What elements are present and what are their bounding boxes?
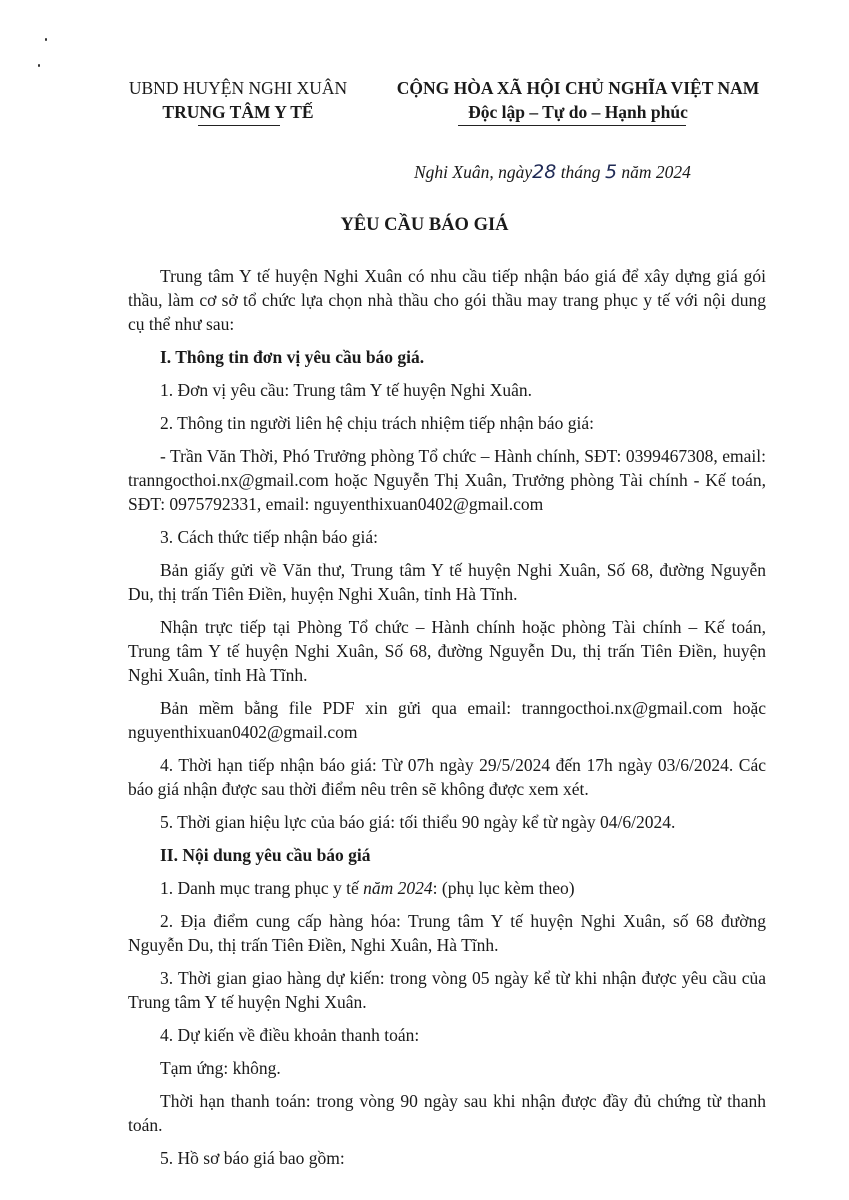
delivery-time: 3. Thời gian giao hàng dự kiến: trong vòng 05 ngày kể từ khi nhận được yêu cầu của Trung tâm Y tế huyện Nghi Xuân. bbox=[128, 968, 766, 1012]
motto-underline bbox=[458, 125, 686, 126]
receipt-paper: Bản giấy gửi về Văn thư, Trung tâm Y tế huyện Nghi Xuân, Số 68, đường Nguyễn Du, thị trấn Tiên Điền, huyện Nghi Xuân, tỉnh Hà Tĩnh. bbox=[128, 560, 766, 604]
requesting-unit: 1. Đơn vị yêu cầu: Trung tâm Y tế huyện Nghi Xuân. bbox=[160, 380, 533, 400]
document-body bbox=[128, 264, 766, 1179]
advance-payment: Tạm ứng: không. bbox=[160, 1058, 281, 1078]
item-list-suffix: : (phụ lục kèm theo) bbox=[432, 878, 575, 898]
quote-dossier-heading: 5. Hồ sơ báo giá bao gồm: bbox=[160, 1148, 345, 1168]
issuer-name: TRUNG TÂM Y TẾ bbox=[162, 102, 314, 122]
receipt-direct: Nhận trực tiếp tại Phòng Tổ chức – Hành chính hoặc phòng Tài chính – Kế toán, Trung tâm Y tế huyện Nghi Xuân, Số 68, đường Nguyễn Du, thị trấn Tiên Điền, huyện Nghi Xuân, tỉnh Hà Tĩnh. bbox=[128, 617, 766, 685]
issuer-block bbox=[118, 76, 358, 124]
receipt-email: Bản mềm bằng file PDF xin gửi qua email: tranngocthoi.nx@gmail.com hoặc nguyenthixuan0402@gmail.com bbox=[128, 698, 766, 742]
delivery-location: 2. Địa điểm cung cấp hàng hóa: Trung tâm Y tế huyện Nghi Xuân, số 68 đường Nguyễn Du, thị trấn Tiên Điền, Nghi Xuân, Hà Tĩnh. bbox=[128, 911, 766, 955]
scan-speck bbox=[38, 64, 40, 67]
receipt-deadline: 4. Thời hạn tiếp nhận báo giá: Từ 07h ngày 29/5/2024 đến 17h ngày 03/6/2024. Các báo giá nhận được sau thời điểm nêu trên sẽ không được xem xét. bbox=[128, 755, 766, 799]
receipt-method-heading: 3. Cách thức tiếp nhận báo giá: bbox=[160, 527, 378, 547]
date-day: 28 bbox=[532, 161, 557, 183]
date-month: 5 bbox=[604, 161, 618, 183]
issuer-parent: UBND HUYỆN NGHI XUÂN bbox=[128, 78, 348, 98]
section-2-heading: II. Nội dung yêu cầu báo giá bbox=[160, 845, 371, 865]
date-month-label: tháng bbox=[560, 162, 601, 182]
date-year: năm 2024 bbox=[621, 162, 691, 182]
contact-heading: 2. Thông tin người liên hệ chịu trách nhiệm tiếp nhận báo giá: bbox=[160, 413, 594, 433]
section-1-heading: I. Thông tin đơn vị yêu cầu báo giá. bbox=[160, 347, 425, 367]
item-list-prefix: 1. Danh mục trang phục y tế bbox=[160, 878, 364, 898]
national-heading bbox=[378, 76, 778, 124]
payment-terms-heading: 4. Dự kiến về điều khoản thanh toán: bbox=[160, 1025, 420, 1045]
item-list-year: năm 2024 bbox=[363, 878, 433, 898]
scan-speck bbox=[45, 38, 47, 41]
item-list-line bbox=[128, 876, 766, 900]
quote-validity: 5. Thời gian hiệu lực của báo giá: tối thiểu 90 ngày kể từ ngày 04/6/2024. bbox=[160, 812, 676, 832]
document-title: YÊU CẦU BÁO GIÁ bbox=[340, 215, 509, 235]
date-line bbox=[414, 161, 691, 183]
payment-deadline: Thời hạn thanh toán: trong vòng 90 ngày sau khi nhận được đầy đủ chứng từ thanh toán. bbox=[128, 1091, 766, 1135]
issuer-underline bbox=[198, 125, 280, 126]
intro-paragraph: Trung tâm Y tế huyện Nghi Xuân có nhu cầu tiếp nhận báo giá để xây dựng giá gói thầu, làm cơ sở tổ chức lựa chọn nhà thầu cho gói thầu may trang phục y tế với nội dung cụ thể như sau: bbox=[128, 266, 766, 334]
contact-details: - Trần Văn Thời, Phó Trưởng phòng Tổ chức – Hành chính, SĐT: 0399467308, email: tranngocthoi.nx@gmail.com hoặc Nguyễn Thị Xuân, Trưởng phòng Tài chính - Kế toán, SĐT: 0975792331, email: nguyenthixuan0402@gmail.com bbox=[128, 446, 766, 514]
national-title: CỘNG HÒA XÃ HỘI CHỦ NGHĨA VIỆT NAM bbox=[396, 78, 760, 98]
national-motto: Độc lập – Tự do – Hạnh phúc bbox=[468, 102, 688, 122]
date-prefix: Nghi Xuân, ngày bbox=[414, 162, 533, 182]
